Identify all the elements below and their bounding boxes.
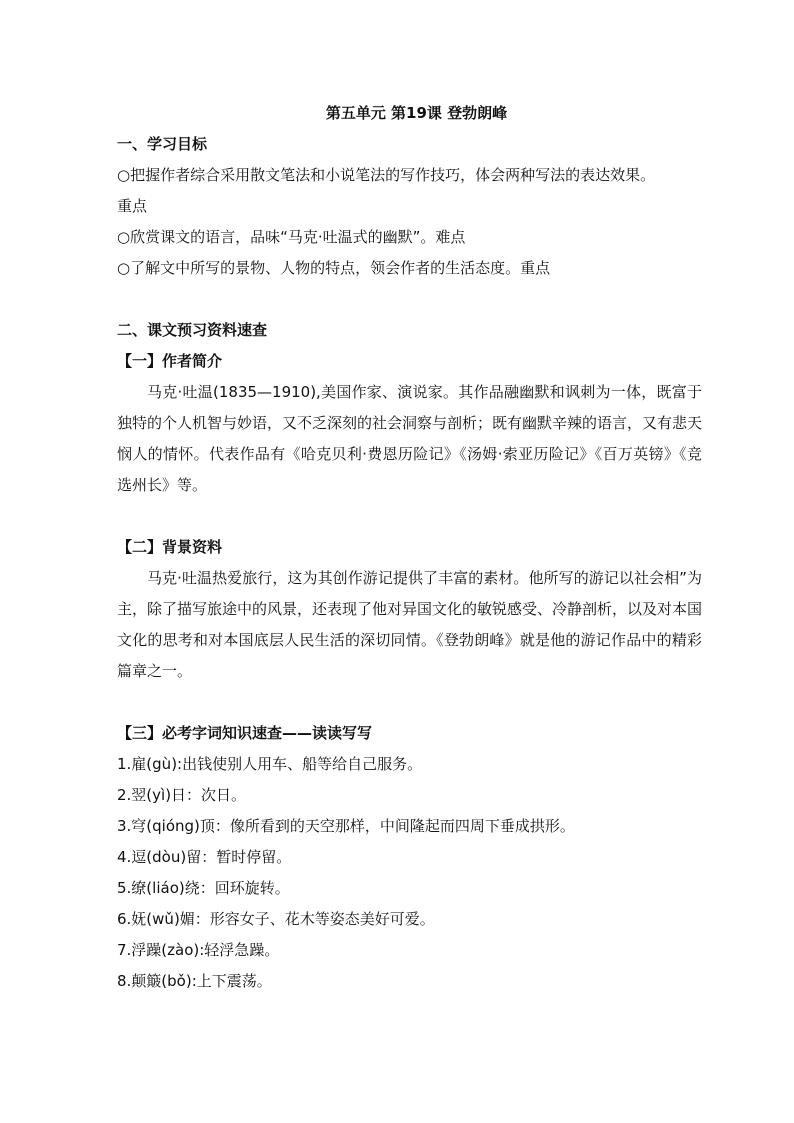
- subsection-heading-background: 【二】背景资料: [117, 538, 223, 556]
- vocab-item: 8.颠簸(bǒ):上下震荡。: [117, 972, 272, 990]
- subsection-heading-author: 【一】作者简介: [117, 352, 223, 370]
- circle-bullet-icon: ○: [117, 228, 131, 246]
- vocab-item: 3.穹(qióng)顶：像所看到的天空那样，中间隆起而四周下垂成拱形。: [117, 817, 575, 835]
- circle-bullet-icon: ○: [117, 166, 131, 184]
- circle-bullet-icon: ○: [117, 259, 131, 277]
- spacer: [117, 501, 702, 532]
- document-body: [117, 98, 702, 997]
- vocab-item: 5.缭(liáo)绕：回环旋转。: [117, 879, 290, 897]
- vocab-item: 4.逗(dòu)留：暂时停留。: [117, 848, 292, 866]
- vocab-item: 6.妩(wǔ)媚：形容女子、花木等姿态美好可爱。: [117, 910, 435, 928]
- vocab-item: 2.翌(yì)日：次日。: [117, 786, 247, 804]
- spacer: [117, 687, 702, 718]
- goal-item: [117, 222, 702, 253]
- goal-text: 把握作者综合采用散文笔法和小说笔法的写作技巧，体会两种写法的表达效果。: [130, 166, 656, 184]
- section-heading-learning-goals: 一、学习目标: [117, 135, 208, 153]
- goal-text: 欣赏课文的语言，品味“马克·吐温式的幽默”。难点: [130, 228, 466, 246]
- lesson-title: 第五单元 第19课 登勃朗峰: [325, 104, 508, 122]
- goal-item: [117, 253, 702, 284]
- section-heading-preview: 二、课文预习资料速查: [117, 321, 268, 339]
- background-paragraph: 马克·吐温热爱旅行，这为其创作游记提供了丰富的素材。他所写的游记以社会相”为主，除了描写旅途中的风景，还表现了他对异国文化的敏锐感受、冷静剖析，以及对本国文化的思考和对本国底层人民生活的深切同情。《登勃朗峰》就是他的游记作品中的精彩篇章之一。: [117, 569, 703, 680]
- goal-item-tag: 重点: [117, 197, 148, 215]
- subsection-heading-vocabulary: 【三】必考字词知识速查——读读写写: [117, 724, 373, 742]
- author-intro-paragraph: 马克·吐温(1835—1910),美国作家、演说家。其作品融幽默和讽刺为一体，既富于独特的个人机智与妙语，又不乏深刻的社会洞察与剖析；既有幽默辛辣的语言，又有悲天悯人的情怀。代表作品有《哈克贝利·费恩历险记》《汤姆·索亚历险记》《百万英镑》《竞选州长》等。: [117, 383, 703, 494]
- goal-text: 了解文中所写的景物、人物的特点，领会作者的生活态度。重点: [130, 259, 551, 277]
- goal-item: [117, 160, 702, 191]
- vocab-item: 7.浮躁(zào):轻浮急躁。: [117, 941, 280, 959]
- spacer: [117, 284, 702, 315]
- vocab-item: 1.雇(gù):出钱使别人用车、船等给自己服务。: [117, 755, 423, 773]
